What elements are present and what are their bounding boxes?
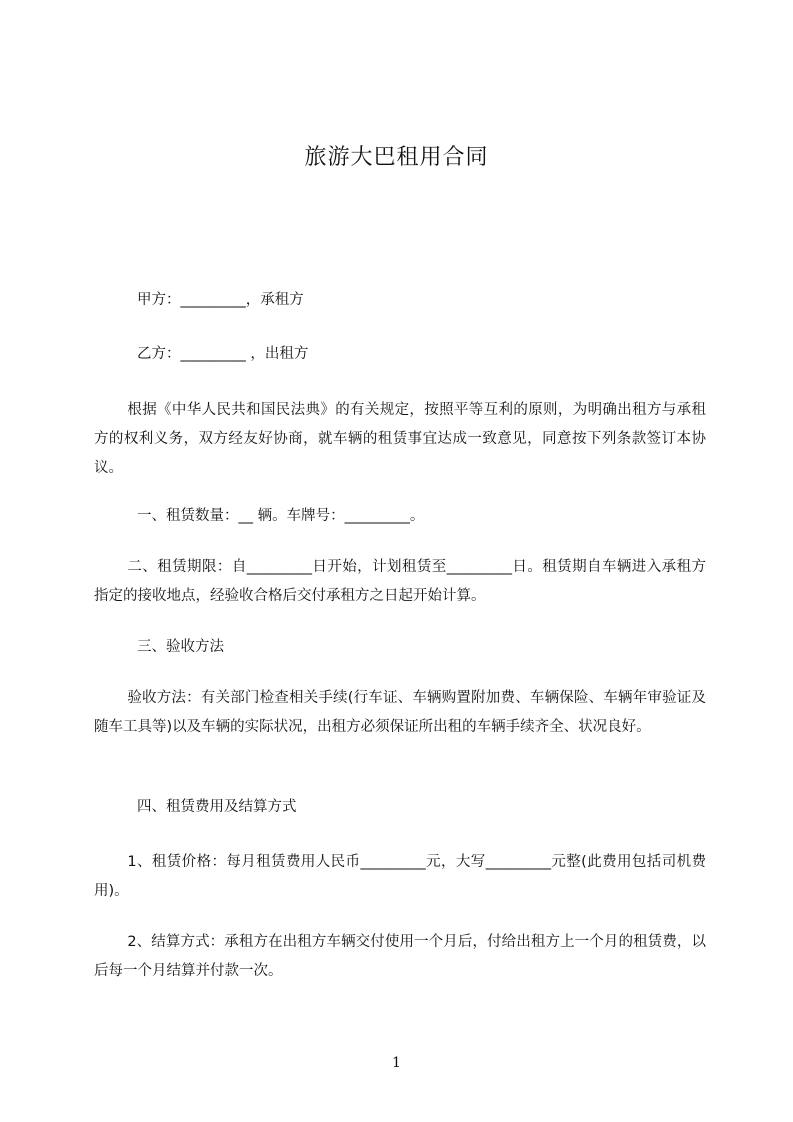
clause-1-quantity: 一、租赁数量：__ 辆。车牌号：_________。 xyxy=(137,508,425,524)
clause-4-item-2: 2、结算方式：承租方在出租方车辆交付使用一个月后，付给出租方上一个月的租赁费，以后每一个月结算并付款一次。 xyxy=(94,934,706,979)
page-number: 1 xyxy=(392,1055,401,1071)
party-a-line: 甲方：_________，承租方 xyxy=(137,292,304,308)
clause-3-body: 验收方法：有关部门检查相关手续(行车证、车辆购置附加费、车辆保险、车辆年审验证及随车工具等)以及车辆的实际状况，出租方必须保证所出租的车辆手续齐全、状况良好。 xyxy=(94,690,706,735)
clause-2-term: 二、租赁期限：自_________日开始，计划租赁至_________日。租赁期自车辆进入承租方指定的接收地点，经验收合格后交付承租方之日起开始计算。 xyxy=(94,559,706,604)
clause-4-item-1: 1、租赁价格：每月租赁费用人民币_________元，大写_________元整(此费用包括司机费用)。 xyxy=(94,854,706,899)
clause-3-heading: 三、验收方法 xyxy=(137,639,224,655)
preamble-paragraph: 根据《中华人民共和国民法典》的有关规定，按照平等互利的原则，为明确出租方与承租方的权利义务，双方经友好协商，就车辆的租赁事宜达成一致意见，同意按下列条款签订本协议。 xyxy=(94,402,706,476)
clause-4-heading: 四、租赁费用及结算方式 xyxy=(137,799,297,815)
party-b-line: 乙方：_________ ，出租方 xyxy=(137,346,309,362)
contract-title: 旅游大巴租用合同 xyxy=(304,145,489,170)
